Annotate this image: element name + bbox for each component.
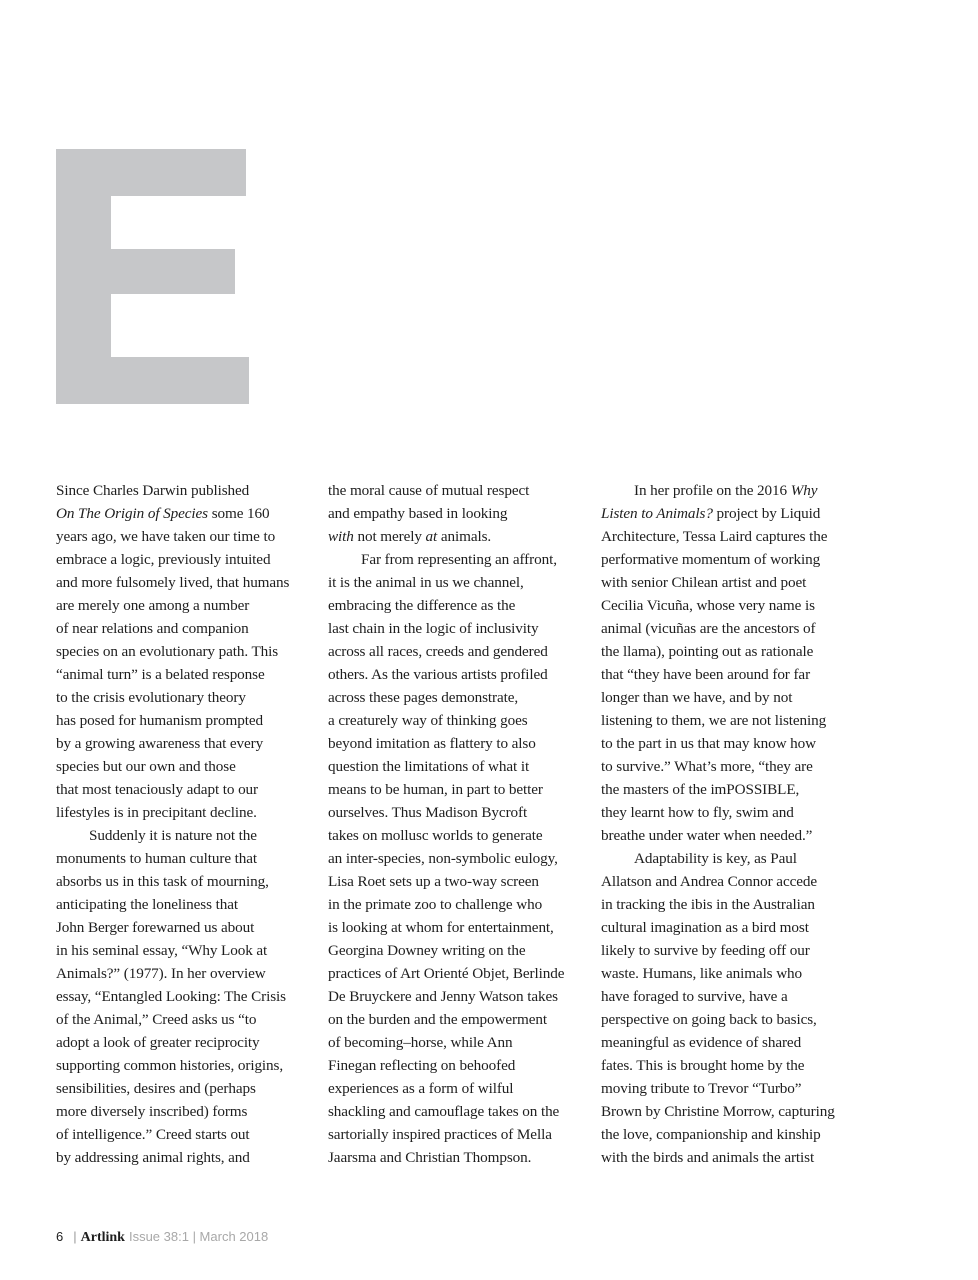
text-line: animal (vicuñas are the ancestors of bbox=[601, 620, 816, 637]
text-line: Far from representing an affront, bbox=[361, 551, 557, 568]
text-line: a creaturely way of thinking goes bbox=[328, 712, 528, 729]
text-line: with the birds and animals the artist bbox=[601, 1149, 815, 1166]
text-line: shackling and camouflage takes on the bbox=[328, 1103, 560, 1120]
text-line: De Bruyckere and Jenny Watson takes bbox=[328, 988, 558, 1005]
text-line: in the primate zoo to challenge who bbox=[328, 896, 543, 913]
text-line: with senior Chilean artist and poet bbox=[601, 574, 807, 591]
page-number: 6 bbox=[56, 1229, 64, 1244]
text-line: performative momentum of working bbox=[601, 551, 821, 568]
text-line: Brown by Christine Morrow, capturing bbox=[601, 1103, 835, 1120]
text-line: of becoming–horse, while Ann bbox=[328, 1034, 513, 1051]
text-line: Listen to Animals? project by Liquid bbox=[601, 505, 821, 522]
text-line: moving tribute to Trevor “Turbo” bbox=[601, 1080, 802, 1097]
text-line: they learnt how to fly, swim and bbox=[601, 804, 794, 821]
text-line: embracing the difference as the bbox=[328, 597, 516, 614]
text-line: practices of Art Orienté Objet, Berlinde bbox=[328, 965, 565, 982]
text-line: Georgina Downey writing on the bbox=[328, 942, 526, 959]
text-line: waste. Humans, like animals who bbox=[601, 965, 803, 982]
text-line: embrace a logic, previously intuited bbox=[56, 551, 271, 568]
text-line: it is the animal in us we channel, bbox=[328, 574, 524, 591]
article-column-2 bbox=[328, 479, 590, 1169]
page-footer bbox=[56, 1228, 268, 1247]
text-line: Allatson and Andrea Connor accede bbox=[601, 873, 817, 890]
text-line: sensibilities, desires and (perhaps bbox=[56, 1080, 256, 1097]
text-line: longer than we have, and by not bbox=[601, 689, 793, 706]
text-line: of intelligence.” Creed starts out bbox=[56, 1126, 250, 1143]
text-line: of near relations and companion bbox=[56, 620, 249, 637]
text-line: supporting common histories, origins, bbox=[56, 1057, 284, 1074]
text-line: beyond imitation as flattery to also bbox=[328, 735, 536, 752]
text-line: to survive.” What’s more, “they are bbox=[601, 758, 813, 775]
article-column-1 bbox=[56, 479, 318, 1169]
text-line: question the limitations of what it bbox=[328, 758, 530, 775]
text-line: across all races, creeds and gendered bbox=[328, 643, 548, 660]
text-line: of the Animal,” Creed asks us “to bbox=[56, 1011, 257, 1028]
issue-info: Issue 38:1 | March 2018 bbox=[128, 1229, 269, 1244]
text-line: Suddenly it is nature not the bbox=[89, 827, 257, 844]
text-line: Finegan reflecting on behoofed bbox=[328, 1057, 516, 1074]
text-line: essay, “Entangled Looking: The Crisis bbox=[56, 988, 286, 1005]
text-line: years ago, we have taken our time to bbox=[56, 528, 276, 545]
text-line: on the burden and the empowerment bbox=[328, 1011, 547, 1028]
text-line: to the crisis evolutionary theory bbox=[56, 689, 246, 706]
text-line: Cecilia Vicuña, whose very name is bbox=[601, 597, 815, 614]
text-line: have foraged to survive, have a bbox=[601, 988, 788, 1005]
text-line: Animals?” (1977). In her overview bbox=[56, 965, 266, 982]
text-line: breathe under water when needed.” bbox=[601, 827, 813, 844]
text-line: anticipating the loneliness that bbox=[56, 896, 238, 913]
text-line: listening to them, we are not listening bbox=[601, 712, 827, 729]
text-line: Since Charles Darwin published bbox=[56, 482, 250, 499]
text-line: sartorially inspired practices of Mella bbox=[328, 1126, 552, 1143]
text-line: “animal turn” is a belated response bbox=[56, 666, 265, 683]
text-line: lifestyles is in precipitant decline. bbox=[56, 804, 257, 821]
text-line: Jaarsma and Christian Thompson. bbox=[328, 1149, 532, 1166]
text-line: the llama), pointing out as rationale bbox=[601, 643, 814, 660]
text-line: an inter-species, non-symbolic eulogy, bbox=[328, 850, 558, 867]
text-line: others. As the various artists profiled bbox=[328, 666, 548, 683]
drop-cap-letter-e bbox=[56, 149, 249, 404]
footer-separator: | bbox=[73, 1229, 77, 1244]
text-line: perspective on going back to basics, bbox=[601, 1011, 817, 1028]
text-line: by a growing awareness that every bbox=[56, 735, 264, 752]
text-line: the masters of the imPOSSIBLE, bbox=[601, 781, 800, 798]
text-line: cultural imagination as a bird most bbox=[601, 919, 809, 936]
text-line: Adaptability is key, as Paul bbox=[634, 850, 797, 867]
text-line: meaningful as evidence of shared bbox=[601, 1034, 802, 1051]
publication-name: Artlink bbox=[80, 1230, 125, 1245]
text-line: species on an evolutionary path. This bbox=[56, 643, 279, 660]
text-line: the moral cause of mutual respect bbox=[328, 482, 530, 499]
text-line: last chain in the logic of inclusivity bbox=[328, 620, 539, 637]
text-line: experiences as a form of wilful bbox=[328, 1080, 514, 1097]
text-line: means to be human, in part to better bbox=[328, 781, 543, 798]
text-line: with not merely at animals. bbox=[328, 528, 492, 545]
text-line: across these pages demonstrate, bbox=[328, 689, 519, 706]
text-line: species but our own and those bbox=[56, 758, 236, 775]
text-line: Architecture, Tessa Laird captures the bbox=[601, 528, 828, 545]
text-line: more diversely inscribed) forms bbox=[56, 1103, 248, 1120]
text-line: Lisa Roet sets up a two-way screen bbox=[328, 873, 539, 890]
text-line: in tracking the ibis in the Australian bbox=[601, 896, 815, 913]
article-column-3 bbox=[601, 479, 863, 1169]
text-line: is looking at whom for entertainment, bbox=[328, 919, 554, 936]
text-line: adopt a look of greater reciprocity bbox=[56, 1034, 260, 1051]
text-line: monuments to human culture that bbox=[56, 850, 258, 867]
text-line: ourselves. Thus Madison Bycroft bbox=[328, 804, 528, 821]
text-line: likely to survive by feeding off our bbox=[601, 942, 810, 959]
text-line: fates. This is brought home by the bbox=[601, 1057, 805, 1074]
text-line: takes on mollusc worlds to generate bbox=[328, 827, 543, 844]
text-line: the love, companionship and kinship bbox=[601, 1126, 821, 1143]
text-line: to the part in us that may know how bbox=[601, 735, 816, 752]
text-line: and empathy based in looking bbox=[328, 505, 508, 522]
text-line: are merely one among a number bbox=[56, 597, 250, 614]
text-line: In her profile on the 2016 Why bbox=[634, 482, 818, 499]
text-line: and more fulsomely lived, that humans bbox=[56, 574, 290, 591]
text-line: John Berger forewarned us about bbox=[56, 919, 255, 936]
text-line: by addressing animal rights, and bbox=[56, 1149, 250, 1166]
text-line: that “they have been around for far bbox=[601, 666, 811, 683]
text-line: that most tenaciously adapt to our bbox=[56, 781, 259, 798]
text-line: has posed for humanism prompted bbox=[56, 712, 263, 729]
text-line: absorbs us in this task of mourning, bbox=[56, 873, 269, 890]
text-line: in his seminal essay, “Why Look at bbox=[56, 942, 268, 959]
text-line: On The Origin of Species some 160 bbox=[56, 505, 270, 522]
